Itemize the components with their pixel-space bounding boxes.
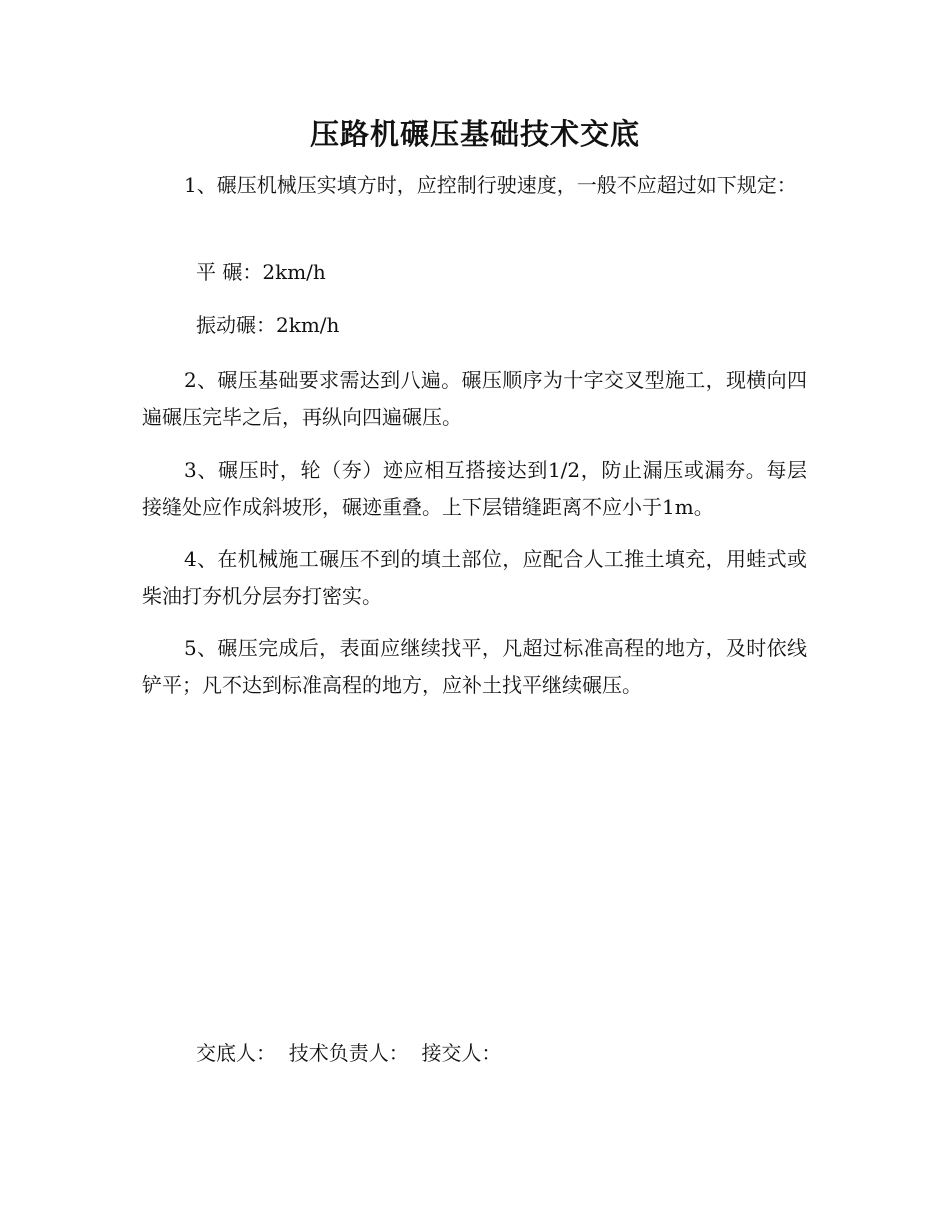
speed-limit-flat-roller: 平 碾：2km/h — [196, 260, 326, 284]
signature-receiver-label: 接交人： — [421, 1041, 502, 1065]
signature-row — [196, 1035, 501, 1072]
clause-5: 5、碾压完成后，表面应继续找平，凡超过标准高程的地方，及时依线铲平；凡不达到标准高程的地方，应补土找平继续碾压。 — [142, 636, 807, 697]
clause-1: 1、碾压机械压实填方时，应控制行驶速度，一般不应超过如下规定： — [184, 173, 797, 197]
clause-2: 2、碾压基础要求需达到八遍。碾压顺序为十字交叉型施工，现横向四遍碾压完毕之后，再纵向四遍碾压。 — [142, 368, 807, 429]
speed-limit-vibratory-roller: 振动碾：2km/h — [196, 313, 340, 337]
signature-tech-lead-label: 技术负责人： — [288, 1041, 409, 1065]
signature-handover-label: 交底人： — [196, 1041, 276, 1065]
clause-4: 4、在机械施工碾压不到的填土部位，应配合人工推土填充，用蛙式或柴油打夯机分层夯打密实。 — [142, 547, 807, 608]
clause-3: 3、碾压时，轮（夯）迹应相互搭接达到1/2，防止漏压或漏夯。每层接缝处应作成斜坡形，碾迹重叠。上下层错缝距离不应小于1m。 — [142, 458, 807, 519]
document-title: 压路机碾压基础技术交底 — [309, 117, 640, 151]
